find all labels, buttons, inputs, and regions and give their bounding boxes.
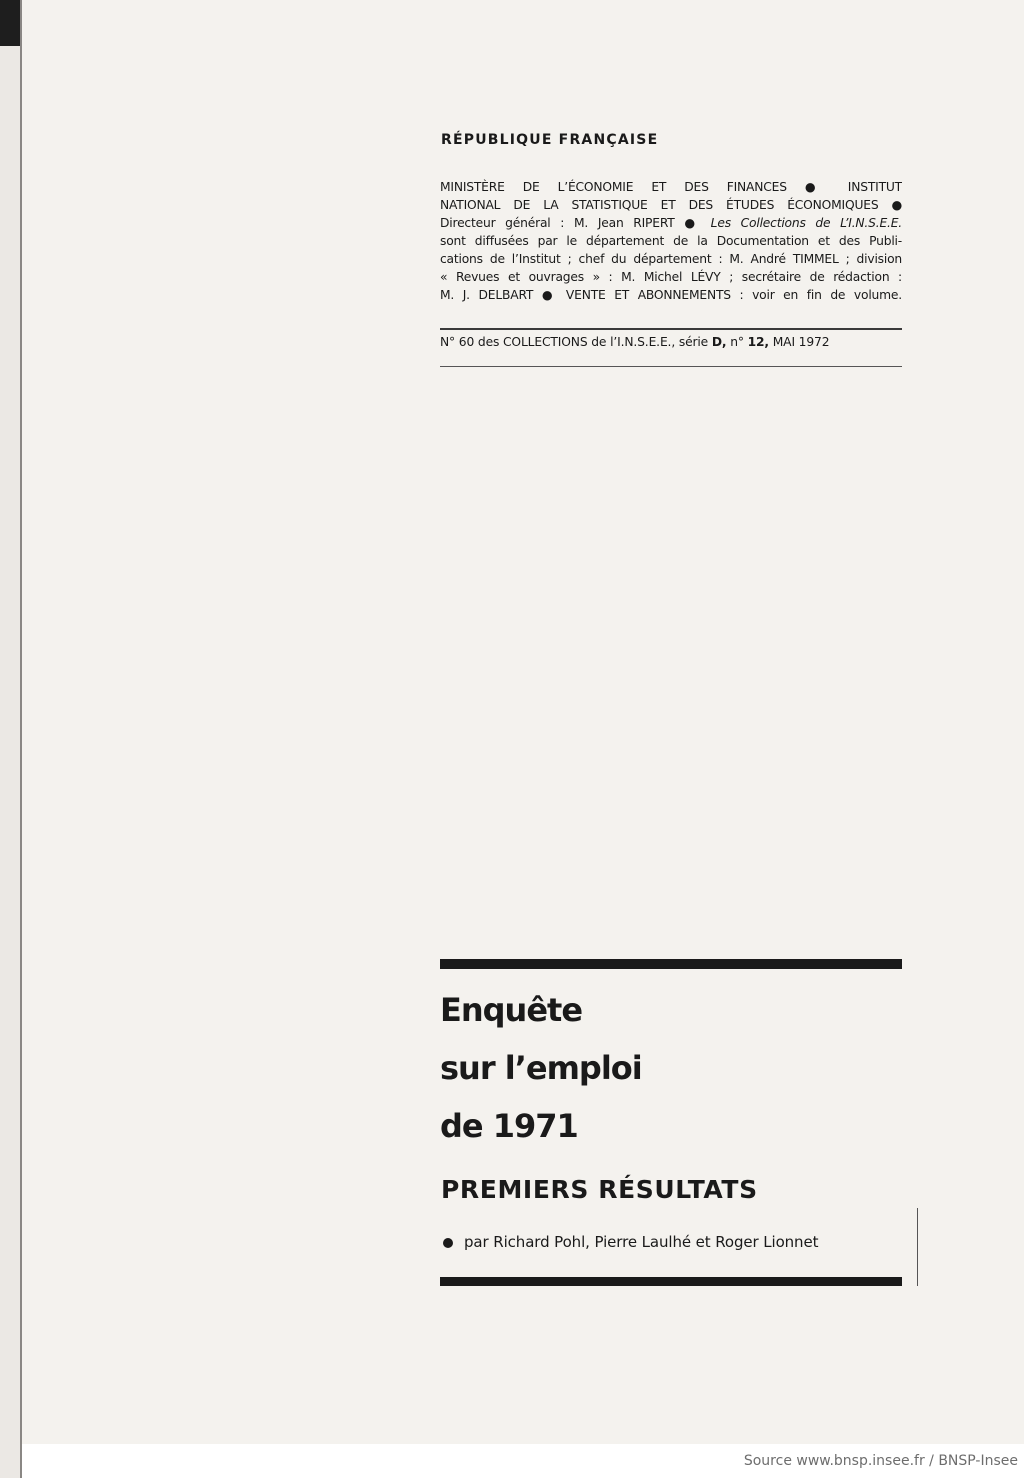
republic-heading: RÉPUBLIQUE FRANÇAISE: [441, 132, 659, 148]
publisher-director: Directeur général : M. Jean RIPERT ●: [440, 216, 701, 230]
publisher-collection-name: Les Collections de L’I.N.S.E.E.: [710, 216, 902, 230]
subtitle: PREMIERS RÉSULTATS: [441, 1175, 758, 1204]
publisher-block: [440, 178, 902, 304]
margin-mark: [917, 1208, 918, 1286]
title-line: sur l’emploi: [440, 1049, 642, 1087]
publisher-line: [440, 214, 902, 232]
publisher-line: sont diffusées par le département de la Documentation et des Publi-: [440, 234, 902, 248]
rule-divider: [440, 328, 902, 330]
issue-line: [440, 335, 902, 349]
issue-date: MAI 1972: [768, 335, 830, 349]
rule-divider: [440, 366, 902, 367]
publisher-line: NATIONAL DE LA STATISTIQUE ET DES ÉTUDES ÉCONOMIQUES ●: [440, 198, 902, 212]
issue-series: D,: [711, 335, 727, 349]
publisher-line: « Revues et ouvrages » : M. Michel LÉVY ; secrétaire de rédaction :: [440, 270, 902, 284]
authors-line: par Richard Pohl, Pierre Laulhé et Roger Lionnet: [464, 1233, 819, 1251]
publisher-line: cations de l’Institut ; chef du département : M. André TIMMEL ; division: [440, 252, 902, 266]
issue-prefix: N° 60 des COLLECTIONS de l’I.N.S.E.E., série: [440, 335, 712, 349]
bullet-icon: [443, 1238, 453, 1248]
publisher-line: M. J. DELBART ● VENTE ET ABONNEMENTS : voir en fin de volume.: [440, 288, 902, 302]
source-credit: Source www.bnsp.insee.fr / BNSP-Insee: [743, 1453, 1018, 1469]
issue-num-label: n°: [726, 335, 748, 349]
left-margin: [0, 46, 20, 1478]
title-line: de 1971: [440, 1107, 578, 1145]
title-rule-top: [440, 959, 902, 969]
title-rule-bottom: [440, 1277, 902, 1286]
issue-number: 12,: [747, 335, 769, 349]
publisher-line: MINISTÈRE DE L’ÉCONOMIE ET DES FINANCES ● INSTITUT: [440, 180, 902, 194]
title-line: Enquête: [440, 991, 583, 1029]
